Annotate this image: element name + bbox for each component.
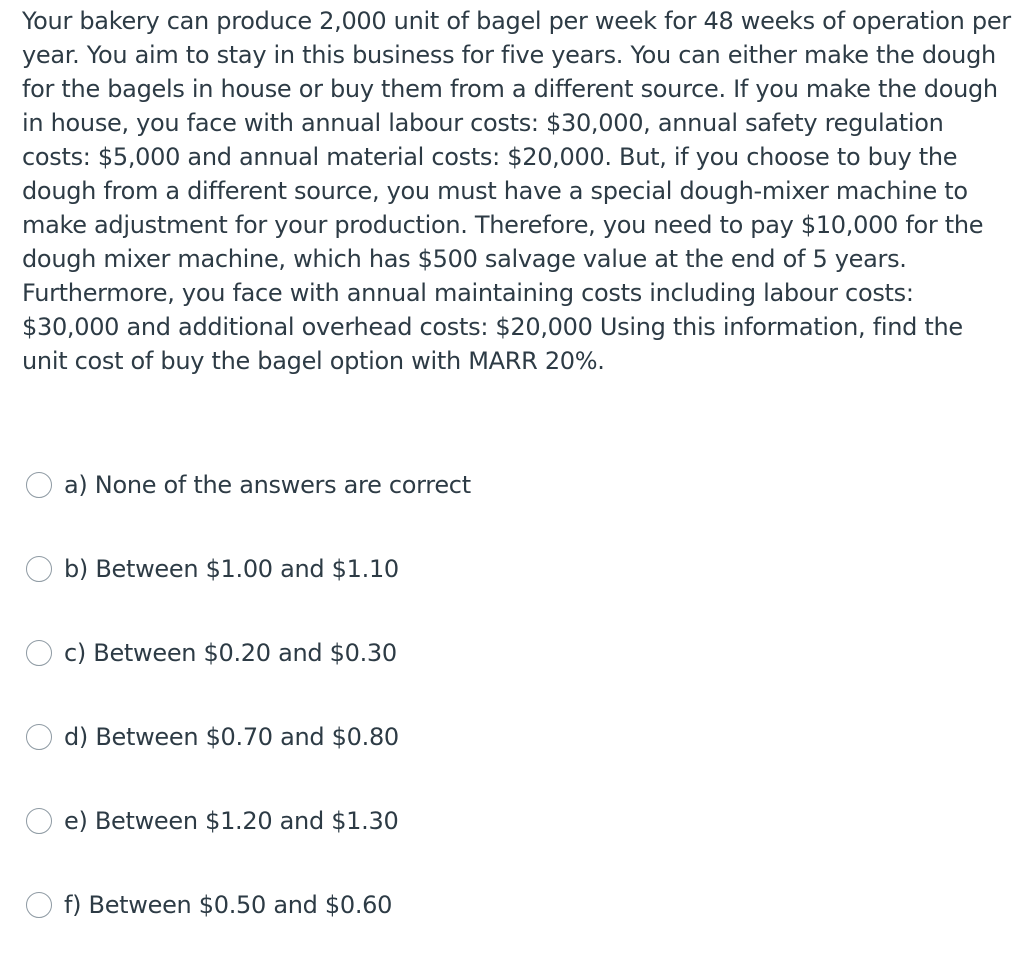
radio-button-a[interactable]: [26, 472, 52, 498]
question-text: Your bakery can produce 2,000 unit of bagel per week for 48 weeks of operation per year. You aim to stay in this business for five years. You can either make the dough for the bagels in house or buy them from a different source. If you make the dough in house, you face with annual labour costs: $30,000, annual safety regulation costs: $5,000 and annual material costs: $20,000. But, if you choose to buy the dough from a different source, you must have a special dough-mixer machine to make adjustment for your production. Therefore, you need to pay $10,000 for the dough mixer machine, which has $500 salvage value at the end of 5 years. Furthermore, you face with annual maintaining costs including labour costs: $30,000 and additional overhead costs: $20,000 Using this information, find the unit cost of buy the bagel option with MARR 20%.: [22, 7, 1011, 375]
answer-option-a[interactable]: [26, 465, 926, 505]
answer-list: [26, 465, 926, 969]
radio-button-c[interactable]: [26, 640, 52, 666]
radio-button-e[interactable]: [26, 808, 52, 834]
answer-label-d: d) Between $0.70 and $0.80: [64, 723, 399, 751]
radio-button-f[interactable]: [26, 892, 52, 918]
answer-option-c[interactable]: [26, 633, 926, 673]
answer-option-d[interactable]: [26, 717, 926, 757]
answer-label-a: a) None of the answers are correct: [64, 471, 471, 499]
answer-label-e: e) Between $1.20 and $1.30: [64, 807, 399, 835]
answer-option-b[interactable]: [26, 549, 926, 589]
answer-label-f: f) Between $0.50 and $0.60: [64, 891, 393, 919]
answer-label-b: b) Between $1.00 and $1.10: [64, 555, 399, 583]
radio-button-d[interactable]: [26, 724, 52, 750]
answer-option-f[interactable]: [26, 885, 926, 925]
answer-label-c: c) Between $0.20 and $0.30: [64, 639, 397, 667]
radio-button-b[interactable]: [26, 556, 52, 582]
answer-option-e[interactable]: [26, 801, 926, 841]
